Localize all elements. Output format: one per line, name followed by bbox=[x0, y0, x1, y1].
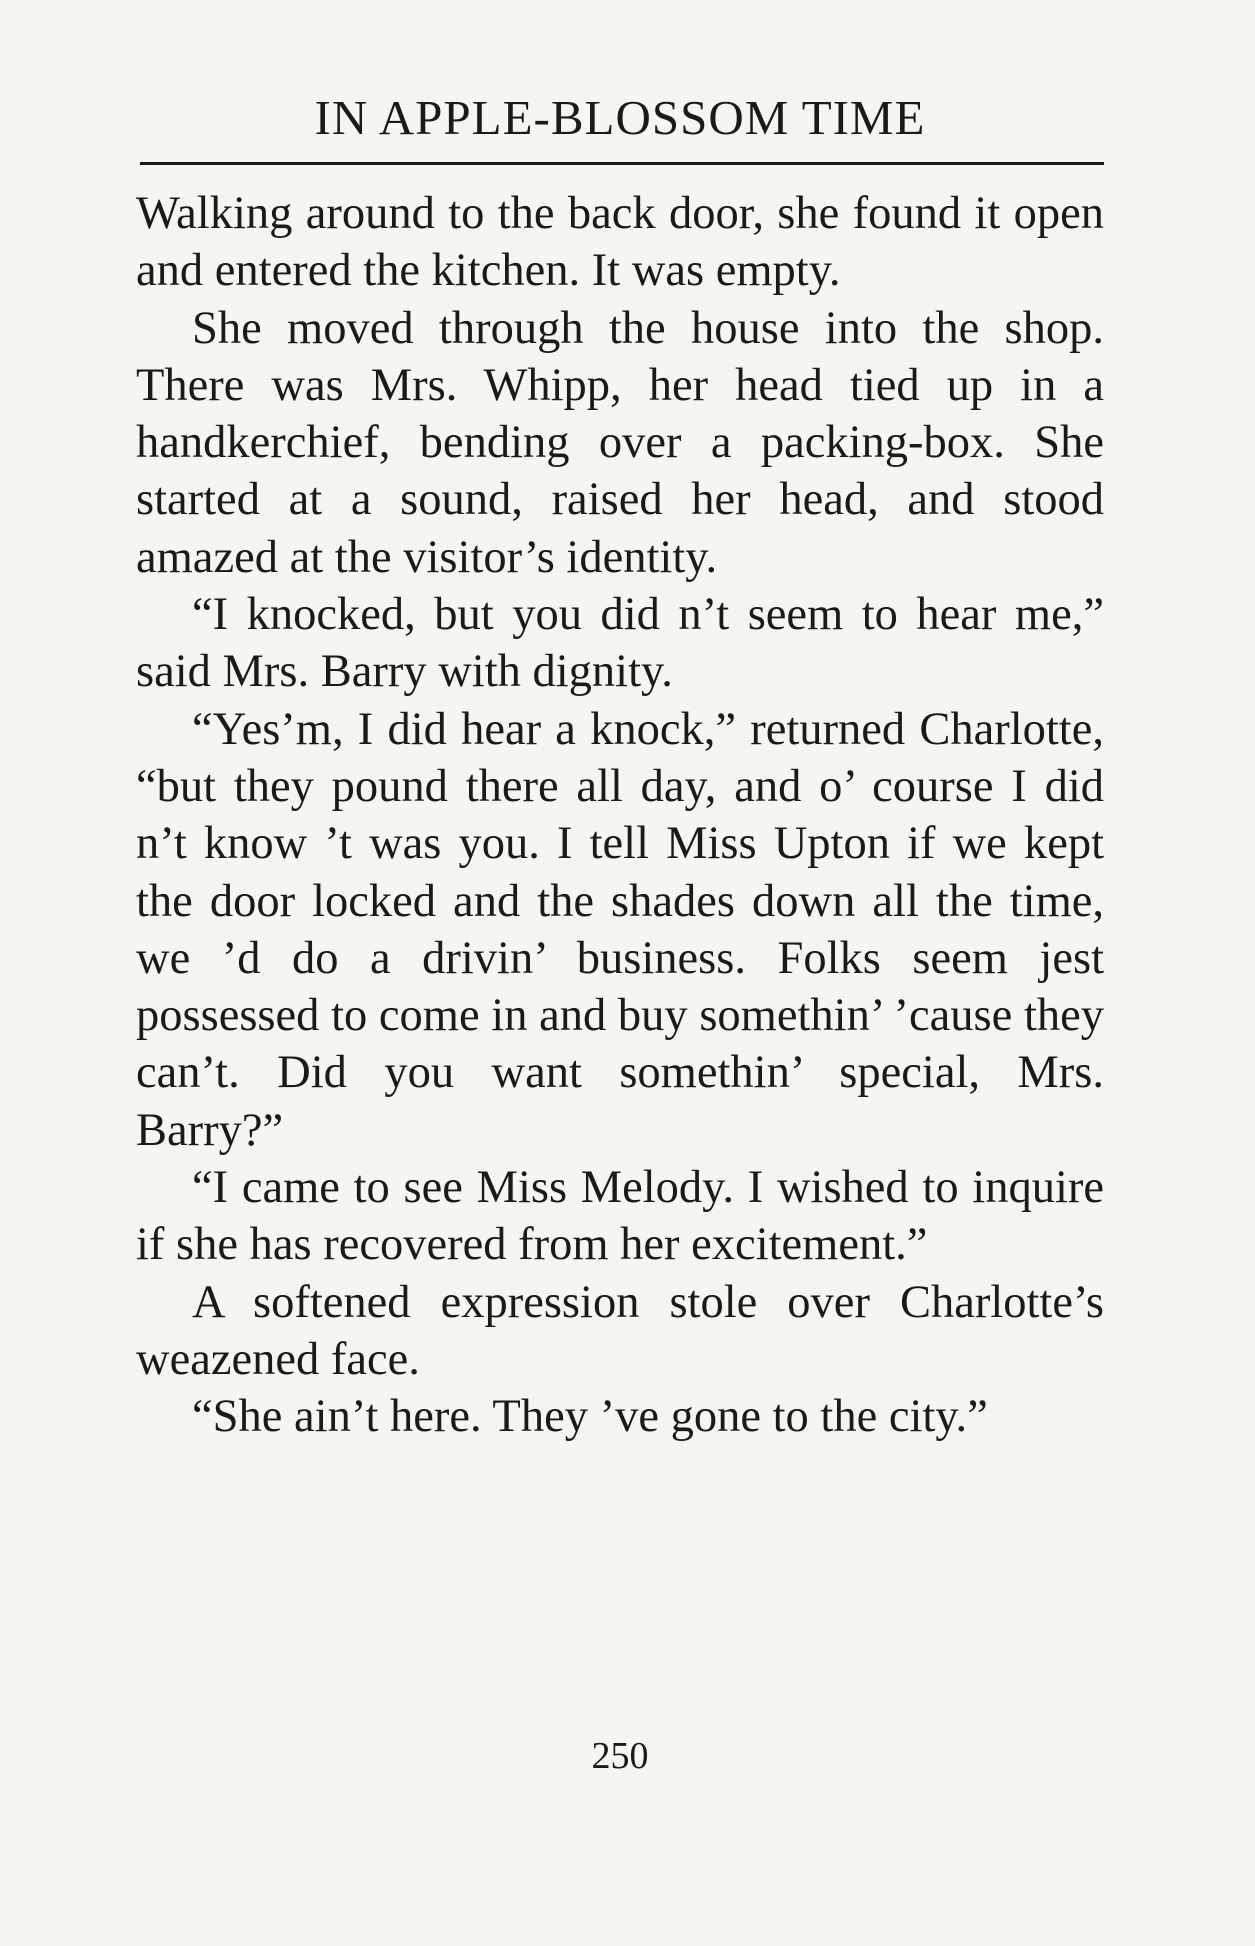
paragraph: “She ain’t here. They ’ve gone to the city.” bbox=[192, 1391, 988, 1443]
paragraph: “I came to see Miss Melody. I wished to inquire if she has recovered from her excitement.” bbox=[136, 1162, 1104, 1271]
paragraph: Walking around to the back door, she found it open and entered the kitchen. It was empty. bbox=[136, 188, 1104, 297]
paragraph: A softened expression stole over Charlotte’s weazened face. bbox=[136, 1276, 1104, 1385]
paragraph: “I knocked, but you did n’t seem to hear me,” said Mrs. Barry with dignity. bbox=[136, 589, 1104, 698]
body-text bbox=[136, 185, 1104, 1446]
header-rule bbox=[140, 162, 1104, 165]
page-number: 250 bbox=[591, 1735, 649, 1777]
running-head: IN APPLE-BLOSSOM TIME bbox=[314, 90, 926, 145]
paragraph: “Yes’m, I did hear a knock,” returned Charlotte, “but they pound there all day, and o’ course I did n’t know ’t was you. I tell Miss Upton if we kept the door locked and the shades down all the time, we ’d do a drivin’ business. Folks seem jest possessed to come in and buy somethin’ ’cause they can’t. Did you want somethin’ special, Mrs. Barry?” bbox=[136, 703, 1104, 1156]
paragraph: She moved through the house into the shop. There was Mrs. Whipp, her head tied up in a handkerchief, bending over a packing-box. She started at a sound, raised her head, and stood amazed at the visitor’s identity. bbox=[136, 302, 1104, 583]
